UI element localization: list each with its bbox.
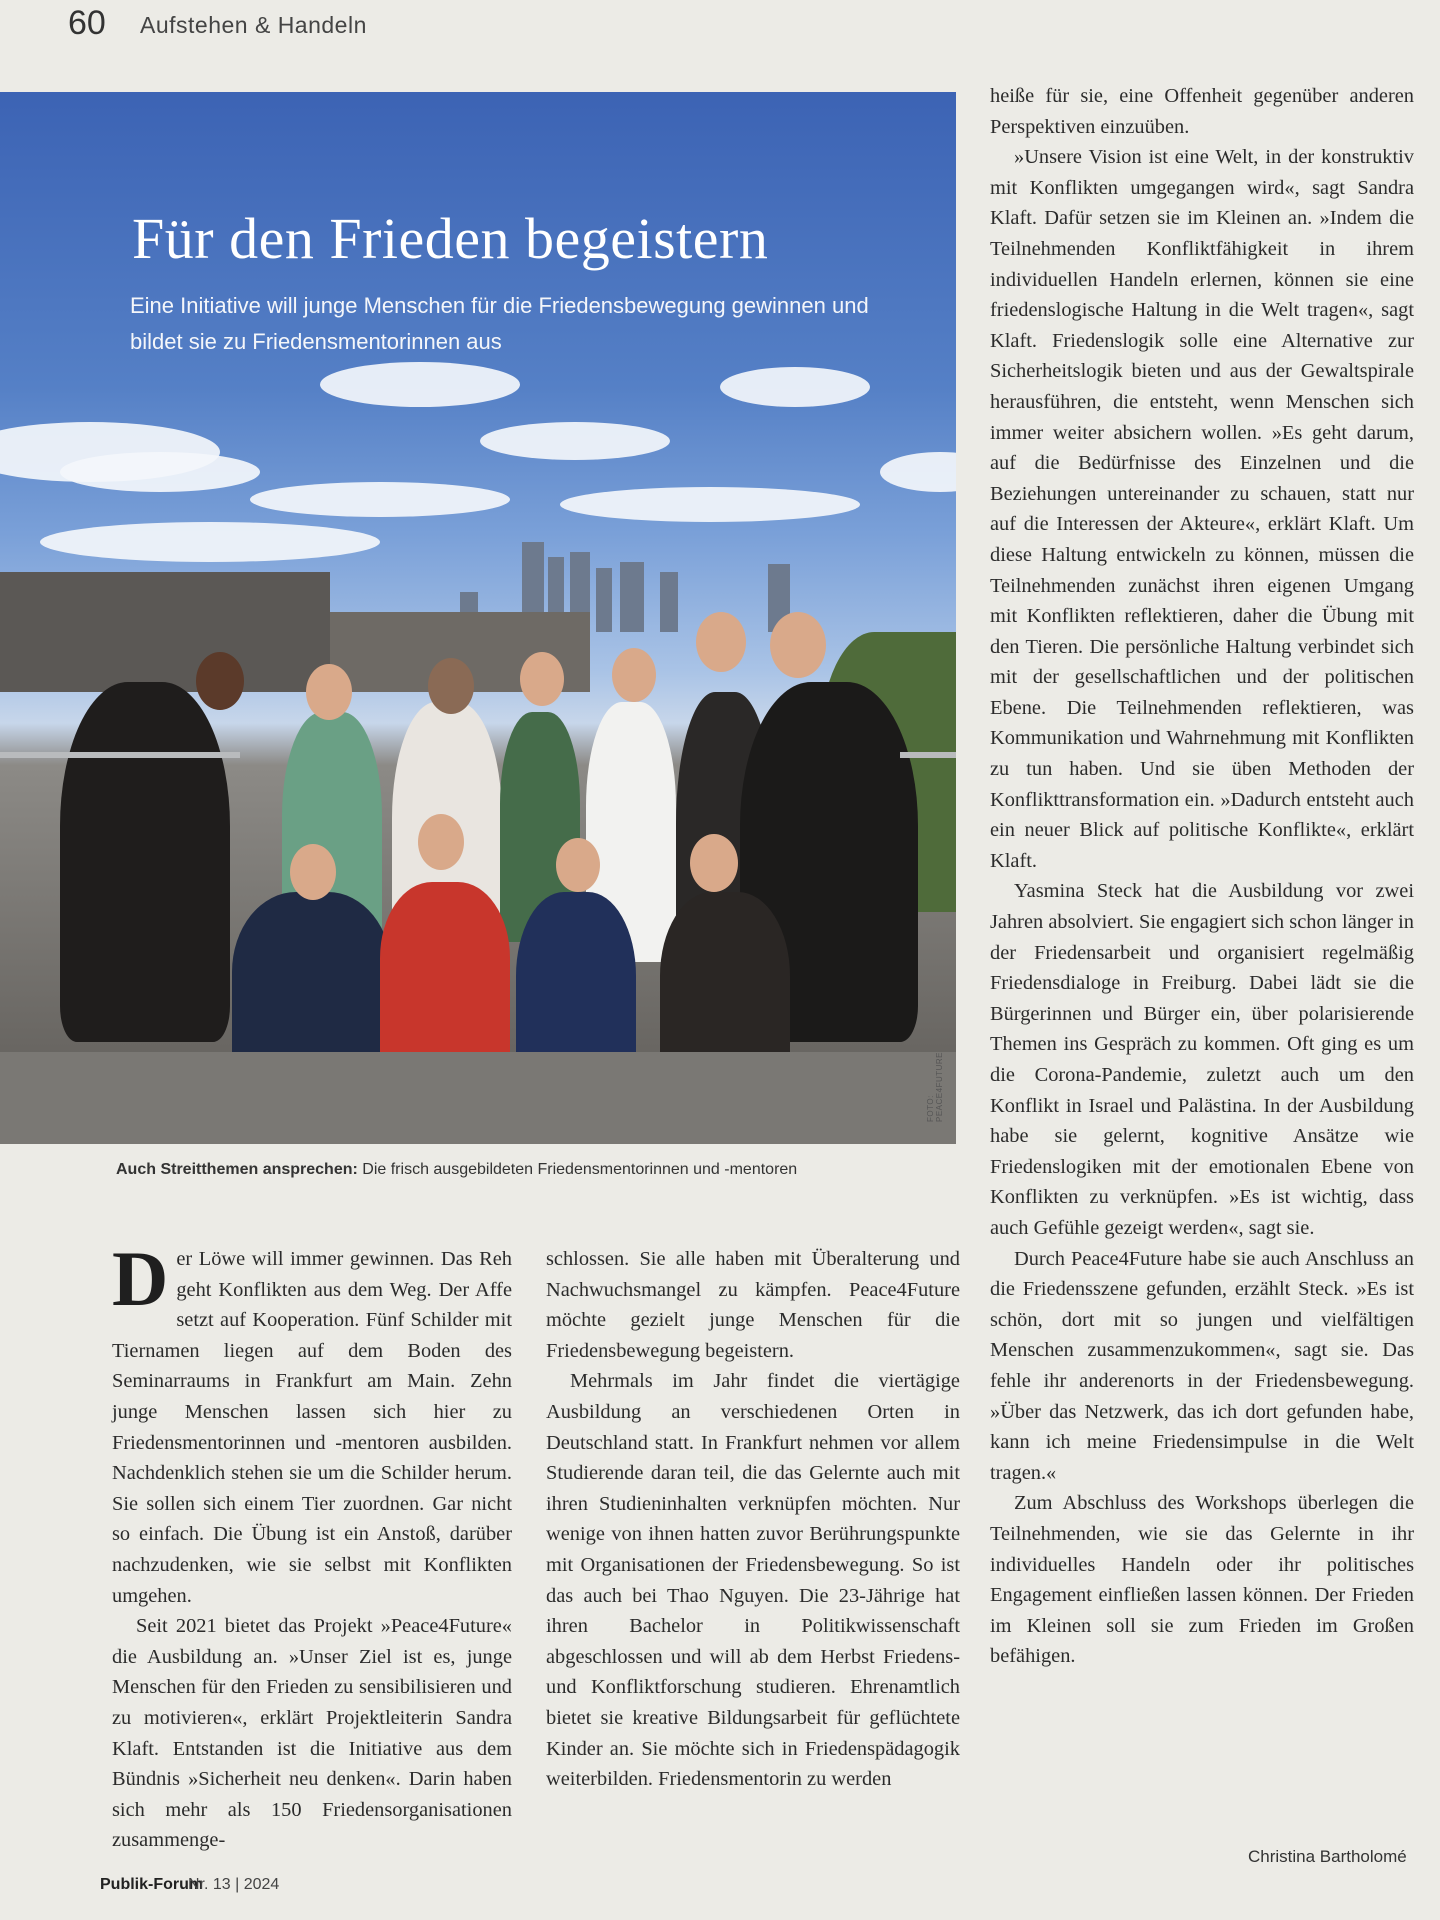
text-column-2	[546, 1244, 960, 1795]
paragraph-text: er Löwe will immer gewinnen. Das Reh geht Konflikten aus dem Weg. Der Affe setzt auf Kooperation. Fünf Schilder mit Tiernamen liegen auf dem Boden des Seminarraums in Frankfurt am Main. Zehn junge Menschen lassen sich hier zu Friedensmentorinnen und -mentoren ausbilden. Nachdenklich stehen sie um die Schilder herum. Sie sollen sich einem Tier zuordnen. Gar nicht so einfach. Die Übung ist ein Anstoß, darüber nachzudenken, wie sie selbst mit Konflikten umgehen.	[112, 1248, 512, 1607]
page-number: 60	[68, 4, 106, 42]
rooftop-building	[0, 572, 330, 692]
person-head	[556, 838, 600, 892]
issue-number: Nr. 13 | 2024	[188, 1876, 280, 1893]
person-head	[520, 652, 564, 706]
railing-bar	[900, 752, 956, 758]
person-head	[306, 664, 352, 720]
caption-lead: Auch Streitthemen ansprechen:	[116, 1161, 358, 1178]
text-column-1	[112, 1235, 512, 1856]
person-head	[290, 844, 336, 900]
text-column-3	[990, 81, 1414, 1672]
person-head	[696, 612, 746, 672]
cloud	[880, 452, 956, 492]
cloud	[250, 482, 510, 517]
person-head	[690, 834, 738, 892]
article-subtitle: Eine Initiative will junge Menschen für die Friedensbewegung gewinnen und bildet sie zu Friedensmentorinnen aus	[130, 293, 869, 354]
person-head	[418, 814, 464, 870]
paragraph: schlossen. Sie alle haben mit Überalterung und Nachwuchsmangel zu kämpfen. Peace4Future möchte gezielt junge Menschen für die Friedensbewegung begeistern.	[546, 1248, 960, 1362]
person-head	[612, 648, 656, 702]
person	[380, 882, 510, 1072]
section-title: Aufstehen & Handeln	[140, 12, 367, 38]
terrace-floor	[0, 1052, 956, 1144]
railing-bar	[0, 752, 240, 758]
paragraph: Mehrmals im Jahr findet die viertägige Ausbildung an verschiedenen Orten in Deutschland statt. In Frankfurt nehmen vor allem Studierende daran teil, die das Gelernte auch mit ihren Studieninhalten verknüpfen möchten. Nur wenige von ihnen hatten zuvor Berührungspunkte mit Organisationen der Friedensbewegung. So ist das auch bei Thao Nguyen. Die 23-Jährige hat ihren Bachelor in Politikwissenschaft abgeschlossen und will ab dem Herbst Friedens- und Konfliktforschung studieren. Ehrenamtlich bietet sie kreative Bildungsarbeit für geflüchtete Kinder an. Sie möchte sich in Friedenspädagogik weiterbilden. Friedensmentorin zu werden	[546, 1370, 960, 1791]
cloud	[40, 522, 380, 562]
paragraph: Durch Peace4Future habe sie auch Anschluss an die Friedensszene gefunden, erzählt Steck. »Es ist schön, dort mit so jungen und vielfältigen Menschen zusammenzukommen«, sagt sie. Das fehle ihr anderenorts in der Friedensbewegung. »Über das Netzwerk, das ich dort gefunden habe, kann ich meine Friedensimpulse in die Welt tragen.«	[990, 1247, 1414, 1484]
paragraph: Zum Abschluss des Workshops überlegen die Teilnehmenden, wie sie das Gelernte in ihr individuelles Handeln oder ihr politisches Engagement einfließen lassen können. Der Frieden im Kleinen soll sie zum Frieden im Großen befähigen.	[990, 1492, 1414, 1668]
cloud	[60, 452, 260, 492]
cloud	[720, 367, 870, 407]
person-head	[428, 658, 474, 714]
photo-caption	[116, 1161, 797, 1179]
paragraph	[112, 1235, 512, 1611]
photo-credit: FOTO: PEACE4FUTURE	[926, 1051, 944, 1122]
skyline-tower	[596, 568, 612, 632]
article-photo	[0, 92, 956, 1144]
caption-text: Die frisch ausgebildeten Friedensmentorinnen und -mentoren	[362, 1161, 798, 1178]
paragraph: Seit 2021 bietet das Projekt »Peace4Future« die Ausbildung an. »Unser Ziel ist es, junge Menschen für den Frieden zu sensibilisieren und zu motivieren«, erklärt Projektleiterin Sandra Klaft. Entstanden ist die Initiative aus dem Bündnis »Sicherheit neu denken«. Darin haben sich mehr als 150 Friedensorganisationen zusammenge-	[112, 1615, 512, 1852]
person-head	[196, 652, 244, 710]
person-head	[770, 612, 826, 678]
paragraph: »Unsere Vision ist eine Welt, in der konstruktiv mit Konflikten umgegangen wird«, sagt Sandra Klaft. Dafür setzen sie im Kleinen an. »Indem die Teilnehmenden Konfliktfähigkeit in ihrem individuellen Handeln erlernen, können sie eine friedenslogische Haltung in die Welt tragen«, sagt Klaft. Friedenslogik solle eine Alternative zur Sicherheitslogik bieten und aus der Gewaltspirale herausführen, die entsteht, wenn Menschen sich immer weiter absichern wollen. »Es geht darum, auf die Bedürfnisse des Einzelnen und die Beziehungen untereinander zu schauen, statt nur auf die Interessen der Akteure«, erklärt Klaft. Um diese Haltung entwickeln zu können, müssen die Teilnehmenden zunächst ihren eigenen Umgang mit Konflikten reflektieren, daher die Übung mit den Tieren. Die persönliche Haltung verbindet sich mit der gesellschaftlichen und der politischen Ebene. Die Teilnehmenden reflektieren, was Kommunikation und Wahrnehmung mit Konflikten zu tun haben. Und sie üben Methoden der Konflikttransformation ein. »Dadurch entsteht auch ein neuer Blick auf politische Konflikte«, erklärt Klaft.	[990, 146, 1414, 872]
drop-cap: D	[112, 1235, 169, 1322]
magazine-brand: Publik-Forum	[100, 1876, 204, 1893]
person	[60, 682, 230, 1042]
paragraph: heiße für sie, eine Offenheit gegenüber anderen Perspektiven einzuüben.	[990, 85, 1414, 138]
author-name: Christina Bartholomé	[1248, 1847, 1407, 1866]
paragraph: Yasmina Steck hat die Ausbildung vor zwei Jahren absolviert. Sie engagiert sich schon länger in der Friedensarbeit und organisiert regelmäßig Friedensdialoge in Freiburg. Dabei lädt sie die Bürgerinnen und Bürger ein, über polarisierende Themen ins Gespräch zu kommen. Oft ging es um die Corona-Pandemie, zuletzt auch um den Konflikt in Israel und Palästina. In der Ausbildung habe sie gelernt, kognitive Ansätze wie Friedenslogiken mit der emotionalen Ebene von Konflikten zu verknüpfen. »Es ist wichtig, dass auch Gefühle gezeigt werden«, sagt sie.	[990, 880, 1414, 1239]
cloud	[320, 362, 520, 407]
article-title: Für den Frieden begeistern	[132, 206, 769, 271]
cloud	[480, 422, 670, 460]
skyline-tower	[660, 572, 678, 632]
skyline-tower	[620, 562, 644, 632]
cloud	[560, 487, 860, 522]
